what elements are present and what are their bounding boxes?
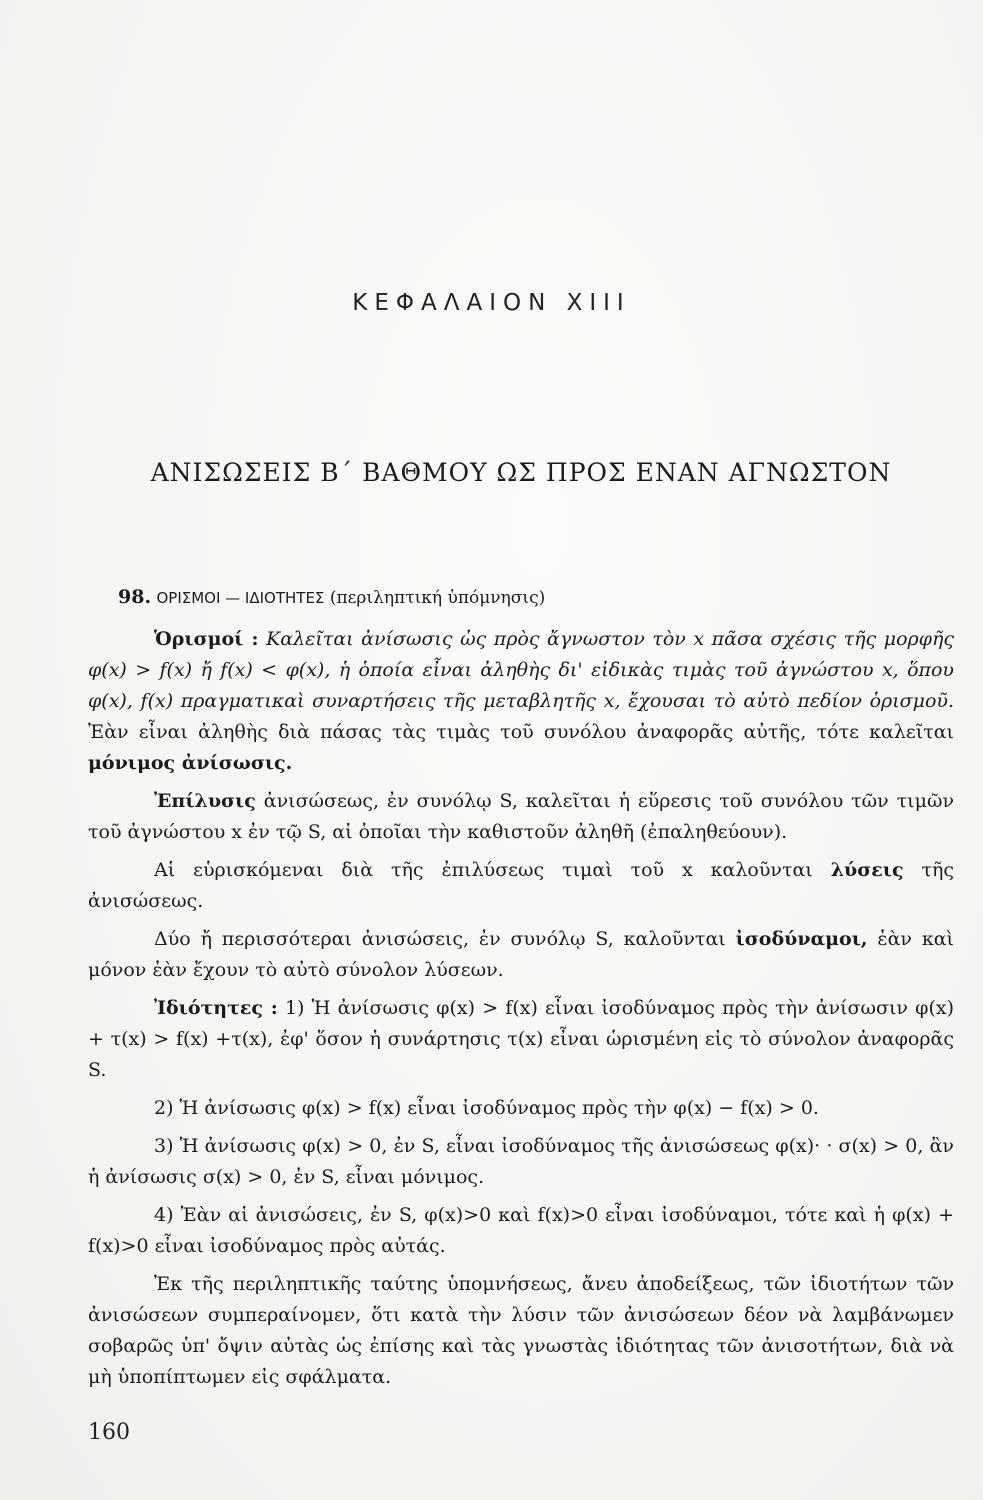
section-number: 98. — [118, 586, 152, 608]
property-1-text: 1) Ἡ ἀνίσωσις φ(x) > f(x) εἶναι ἰσοδύναμος πρὸς τὴν ἀνίσωσιν φ(x) + τ(x) > f(x) +τ(x), ἐφ' ὅσον ἡ συνάρτησις τ(x) εἶναι ὡρισμένη εἰς τὸ σύνολον ἀναφορᾶς S. — [88, 997, 954, 1081]
section-heading — [118, 586, 545, 608]
definitions-label: Ὁρισμοί : — [154, 628, 259, 650]
solutions-text-before: Αἱ εὑρισκόμεναι διὰ τῆς ἐπιλύσεως τιμαὶ τοῦ x καλοῦνται — [154, 859, 813, 881]
section-note: (περιληπτική ὑπόμνησις) — [329, 588, 546, 608]
definition-text: Καλεῖται ἀνίσωσις ὡς πρὸς ἄγνωστον τὸν x πᾶσα σχέσις τῆς μορφῆς φ(x) > f(x) ἤ f(x) < φ(x), ἡ ὁποία εἶναι ἀληθὴς δι' εἰδικὰς τιμὰς τοῦ ἀγνώστου x, ὅπου φ(x), f(x) πραγματικαὶ συναρτήσεις τῆς μεταβλητῆς x, ἔχουσαι τὸ αὐτὸ πεδίον ὁρισμοῦ. — [88, 628, 955, 712]
solutions-paragraph — [88, 855, 954, 917]
chapter-heading: ΚΕΦΑΛΑΙΟΝ XIII — [352, 290, 631, 316]
body-text — [88, 624, 954, 1400]
page-number: 160 — [88, 1420, 130, 1445]
definitions-paragraph — [88, 624, 954, 779]
property-2: 2) Ἡ ἀνίσωσις φ(x) > f(x) εἶναι ἰσοδύναμος πρὸς τὴν φ(x) − f(x) > 0. — [154, 1097, 819, 1119]
solutions-text-after: τῆς ἀνισώσεως. — [88, 859, 954, 912]
equivalent-paragraph — [88, 924, 954, 986]
equivalent-text-before: Δύο ἤ περισσότεραι ἀνισώσεις, ἐν συνόλῳ S, καλοῦνται — [154, 928, 726, 950]
chapter-title: ΑΝΙΣΩΣΕΙΣ Β΄ ΒΑΘΜΟΥ ΩΣ ΠΡΟΣ ΕΝΑΝ ΑΓΝΩΣΤΟΝ — [150, 458, 892, 487]
solution-paragraph — [88, 786, 954, 848]
section-title: ΟΡΙΣΜΟΙ — ΙΔΙΟΤΗΤΕΣ — [156, 589, 325, 607]
property-4: 4) Ἐὰν αἱ ἀνισώσεις, ἐν S, φ(x)>0 καὶ f(x)>0 εἶναι ἰσοδύναμοι, τότε καὶ ἡ φ(x) + f(x)>0 εἶναι ἰσοδύναμος πρὸς αὐτάς. — [88, 1204, 954, 1257]
equivalent-text-after: ἐὰν καὶ μόνον ἐὰν ἔχουν τὸ αὐτὸ σύνολον λύσεων. — [88, 928, 954, 981]
solution-text: ἀνισώσεως, ἐν συνόλῳ S, καλεῖται ἡ εὕρεσις τοῦ συνόλου τῶν τιμῶν τοῦ ἀγνώστου x ἐν τῷ S, αἱ ὁποῖαι τὴν καθιστοῦν ἀληθῆ (ἐπαληθεύουν). — [88, 790, 954, 843]
property-1 — [88, 993, 954, 1086]
solutions-term: λύσεις — [830, 859, 904, 881]
definition-rest: Ἐὰν εἶναι ἀληθὴς διὰ πάσας τὰς τιμὰς τοῦ συνόλου ἀναφορᾶς αὐτῆς, τότε καλεῖται — [88, 721, 954, 743]
equivalent-term: ἰσοδύναμοι, — [735, 928, 868, 950]
permanent-inequality-term: μόνιμος ἀνίσωσις. — [88, 752, 293, 774]
property-3: 3) Ἡ ἀνίσωσις φ(x) > 0, ἐν S, εἶναι ἰσοδύναμος τῆς ἀνισώσεως φ(x)· · σ(x) > 0, ἂν ἡ ἀνίσωσις σ(x) > 0, ἐν S, εἶναι μόνιμος. — [88, 1135, 954, 1188]
properties-label: Ἰδιότητες : — [154, 997, 278, 1019]
solution-label: Ἐπίλυσις — [154, 790, 256, 812]
conclusion-paragraph: Ἐκ τῆς περιληπτικῆς ταύτης ὑπομνήσεως, ἄνευ ἀποδείξεως, τῶν ἰδιοτήτων τῶν ἀνισώσεων συμπεραίνομεν, ὅτι κατὰ τὴν λύσιν τῶν ἀνισώσεων δέον νὰ λαμβάνωμεν σοβαρῶς ὑπ' ὄψιν αὐτὰς ὡς ἐπίσης καὶ τὰς γνωστὰς ἰδιότητας τῶν ἀνισοτήτων, διὰ νὰ μὴ ὑποπίπτωμεν εἰς σφάλματα. — [88, 1273, 954, 1388]
